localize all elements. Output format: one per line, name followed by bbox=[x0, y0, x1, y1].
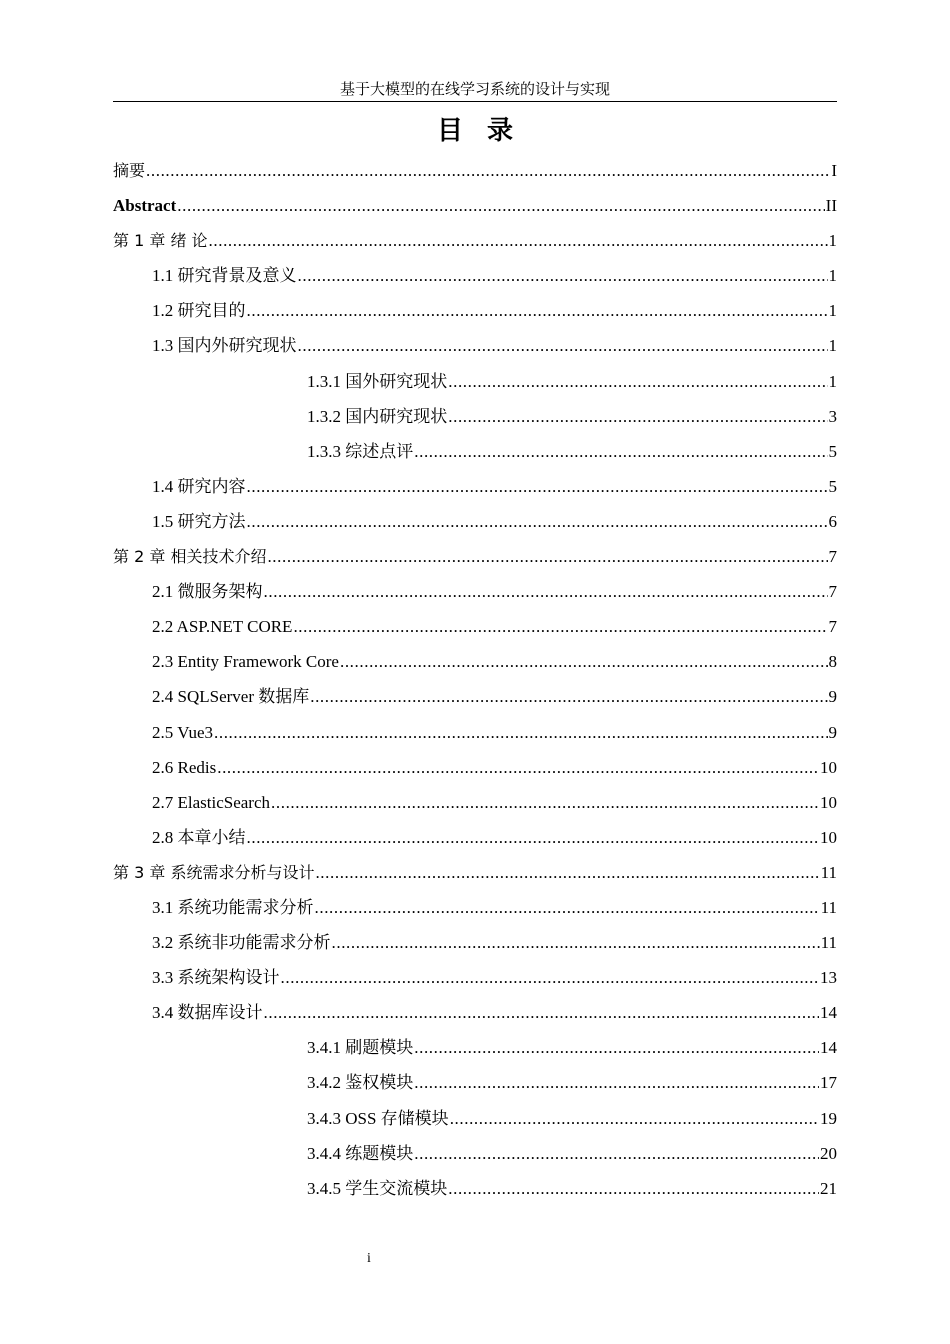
toc-entry-2-4[interactable] bbox=[113, 679, 837, 714]
toc-entry-label: 3.4.1 刷题模块 bbox=[307, 1038, 414, 1058]
dot-leader bbox=[247, 293, 828, 328]
dot-leader bbox=[217, 750, 819, 785]
header-rule bbox=[113, 101, 837, 102]
toc-entry-3-2[interactable] bbox=[113, 925, 837, 960]
toc-entry-chapter-3[interactable] bbox=[113, 855, 837, 890]
toc-entry-page: 13 bbox=[820, 968, 837, 988]
toc-entry-label: 3.4 数据库设计 bbox=[152, 1003, 263, 1023]
toc-entry-page: 5 bbox=[828, 441, 837, 461]
toc-entry-2-3[interactable] bbox=[113, 644, 837, 679]
toc-entry-label: Abstract bbox=[113, 196, 177, 216]
toc-entry-page: 7 bbox=[828, 547, 837, 567]
dot-leader bbox=[340, 644, 828, 679]
toc-entry-page: II bbox=[825, 196, 837, 216]
toc-entry-label: 2.1 微服务架构 bbox=[152, 582, 263, 602]
toc-entry-page: 21 bbox=[820, 1178, 837, 1198]
toc-entry-label: 2.7 ElasticSearch bbox=[152, 792, 271, 812]
toc-entry-label: 1.2 研究目的 bbox=[152, 301, 246, 321]
toc-entry-label: 2.2 ASP.NET CORE bbox=[152, 617, 293, 637]
toc-entry-page: 10 bbox=[820, 792, 837, 812]
toc-entry-page: 10 bbox=[820, 757, 837, 777]
toc-entry-label: 摘要 bbox=[113, 161, 146, 180]
toc-entry-label: 1.4 研究内容 bbox=[152, 476, 246, 496]
dot-leader bbox=[315, 890, 820, 925]
toc-entry-page: 14 bbox=[820, 1038, 837, 1058]
toc-entry-1-1[interactable] bbox=[113, 258, 837, 293]
toc-entry-label: 2.4 SQLServer 数据库 bbox=[152, 687, 310, 707]
toc-entry-label: 2.3 Entity Framework Core bbox=[152, 652, 339, 672]
dot-leader bbox=[298, 328, 828, 363]
toc-entry-2-7[interactable] bbox=[113, 785, 837, 820]
toc-entry-label: 2.8 本章小结 bbox=[152, 827, 246, 847]
toc-entry-1-3-2[interactable] bbox=[113, 399, 837, 434]
dot-leader bbox=[214, 715, 828, 750]
toc-entry-label: 3.3 系统架构设计 bbox=[152, 968, 280, 988]
toc-entry-3-1[interactable] bbox=[113, 890, 837, 925]
dot-leader bbox=[414, 1065, 819, 1100]
dot-leader bbox=[315, 855, 819, 890]
toc-entry-page: 11 bbox=[820, 933, 837, 953]
toc-entry-label: 第 1 章 绪 论 bbox=[113, 231, 208, 251]
dot-leader bbox=[293, 609, 827, 644]
toc-entry-label: 1.3.2 国内研究现状 bbox=[307, 406, 448, 426]
toc-title: 目录 bbox=[436, 116, 537, 146]
toc-entry-label: 第 2 章 相关技术介绍 bbox=[113, 547, 267, 567]
dot-leader bbox=[414, 434, 827, 469]
toc-entry-page: 14 bbox=[820, 1003, 837, 1023]
dot-leader bbox=[281, 960, 820, 995]
toc-entry-label: 1.3.3 综述点评 bbox=[307, 441, 414, 461]
toc-entry-page: 17 bbox=[820, 1073, 837, 1093]
toc-entry-3-4-4[interactable] bbox=[113, 1136, 837, 1171]
toc-entry-label: 3.2 系统非功能需求分析 bbox=[152, 933, 331, 953]
toc-entry-1-5[interactable] bbox=[113, 504, 837, 539]
dot-leader bbox=[209, 223, 828, 258]
toc-entry-abstract-en[interactable] bbox=[113, 188, 837, 223]
toc-entry-abstract-zh[interactable] bbox=[113, 153, 837, 188]
dot-leader bbox=[146, 153, 830, 188]
toc-entry-3-4-5[interactable] bbox=[113, 1171, 837, 1206]
dot-leader bbox=[414, 1136, 819, 1171]
toc-entry-1-3-3[interactable] bbox=[113, 434, 837, 469]
toc-entry-page: 1 bbox=[828, 266, 837, 286]
toc-entry-page: 7 bbox=[828, 582, 837, 602]
toc-entry-label: 2.5 Vue3 bbox=[152, 722, 213, 742]
dot-leader bbox=[271, 785, 819, 820]
toc-entry-chapter-2[interactable] bbox=[113, 539, 837, 574]
toc-entry-page: 11 bbox=[820, 897, 837, 917]
dot-leader bbox=[448, 399, 827, 434]
toc-entry-label: 3.4.4 练题模块 bbox=[307, 1143, 414, 1163]
toc-entry-label: 3.1 系统功能需求分析 bbox=[152, 897, 314, 917]
page-number: i bbox=[367, 1251, 371, 1266]
dot-leader bbox=[264, 574, 828, 609]
toc-entry-2-6[interactable] bbox=[113, 750, 837, 785]
dot-leader bbox=[247, 504, 828, 539]
toc-entry-label: 3.4.2 鉴权模块 bbox=[307, 1073, 414, 1093]
toc-entry-1-2[interactable] bbox=[113, 293, 837, 328]
dot-leader bbox=[450, 1101, 819, 1136]
toc-entry-page: 7 bbox=[828, 617, 837, 637]
toc-entry-1-3[interactable] bbox=[113, 328, 837, 363]
toc-entry-page: 9 bbox=[828, 722, 837, 742]
toc-entry-label: 3.4.5 学生交流模块 bbox=[307, 1178, 448, 1198]
toc-entry-page: 1 bbox=[828, 336, 837, 356]
dot-leader bbox=[448, 364, 827, 399]
toc-entry-2-1[interactable] bbox=[113, 574, 837, 609]
toc-entry-page: 6 bbox=[828, 511, 837, 531]
toc-entry-label: 3.4.3 OSS 存储模块 bbox=[307, 1108, 449, 1128]
running-header: 基于大模型的在线学习系统的设计与实现 bbox=[339, 82, 610, 98]
dot-leader bbox=[267, 539, 827, 574]
dot-leader bbox=[310, 679, 827, 714]
toc-entry-label: 1.5 研究方法 bbox=[152, 511, 246, 531]
toc-entry-page: I bbox=[831, 161, 837, 180]
dot-leader bbox=[332, 925, 820, 960]
toc-entry-3-4-1[interactable] bbox=[113, 1030, 837, 1065]
toc-entry-chapter-1[interactable] bbox=[113, 223, 837, 258]
dot-leader bbox=[247, 820, 820, 855]
toc-entry-label: 1.1 研究背景及意义 bbox=[152, 266, 297, 286]
toc-entry-page: 11 bbox=[820, 862, 837, 882]
toc-entry-2-2[interactable] bbox=[113, 609, 837, 644]
toc-entry-page: 9 bbox=[828, 687, 837, 707]
toc-entry-label: 2.6 Redis bbox=[152, 757, 217, 777]
toc-entry-page: 5 bbox=[828, 476, 837, 496]
toc-entry-1-4[interactable] bbox=[113, 469, 837, 504]
table-of-contents bbox=[113, 153, 837, 1206]
toc-entry-1-3-1[interactable] bbox=[113, 364, 837, 399]
dot-leader bbox=[414, 1030, 819, 1065]
toc-entry-3-4-2[interactable] bbox=[113, 1065, 837, 1100]
toc-entry-label: 1.3 国内外研究现状 bbox=[152, 336, 297, 356]
toc-entry-page: 19 bbox=[820, 1108, 837, 1128]
toc-entry-page: 1 bbox=[828, 371, 837, 391]
toc-entry-page: 1 bbox=[828, 301, 837, 321]
toc-entry-page: 3 bbox=[828, 406, 837, 426]
dot-leader bbox=[298, 258, 828, 293]
toc-entry-3-4[interactable] bbox=[113, 995, 837, 1030]
toc-entry-3-4-3[interactable] bbox=[113, 1101, 837, 1136]
toc-entry-3-3[interactable] bbox=[113, 960, 837, 995]
dot-leader bbox=[177, 188, 824, 223]
toc-entry-2-8[interactable] bbox=[113, 820, 837, 855]
toc-entry-page: 8 bbox=[828, 652, 837, 672]
dot-leader bbox=[264, 995, 820, 1030]
toc-entry-label: 1.3.1 国外研究现状 bbox=[307, 371, 448, 391]
dot-leader bbox=[448, 1171, 819, 1206]
toc-entry-page: 1 bbox=[828, 231, 837, 251]
toc-entry-page: 20 bbox=[820, 1143, 837, 1163]
toc-entry-2-5[interactable] bbox=[113, 715, 837, 750]
toc-entry-page: 10 bbox=[820, 827, 837, 847]
toc-entry-label: 第 3 章 系统需求分析与设计 bbox=[113, 862, 315, 882]
dot-leader bbox=[247, 469, 828, 504]
